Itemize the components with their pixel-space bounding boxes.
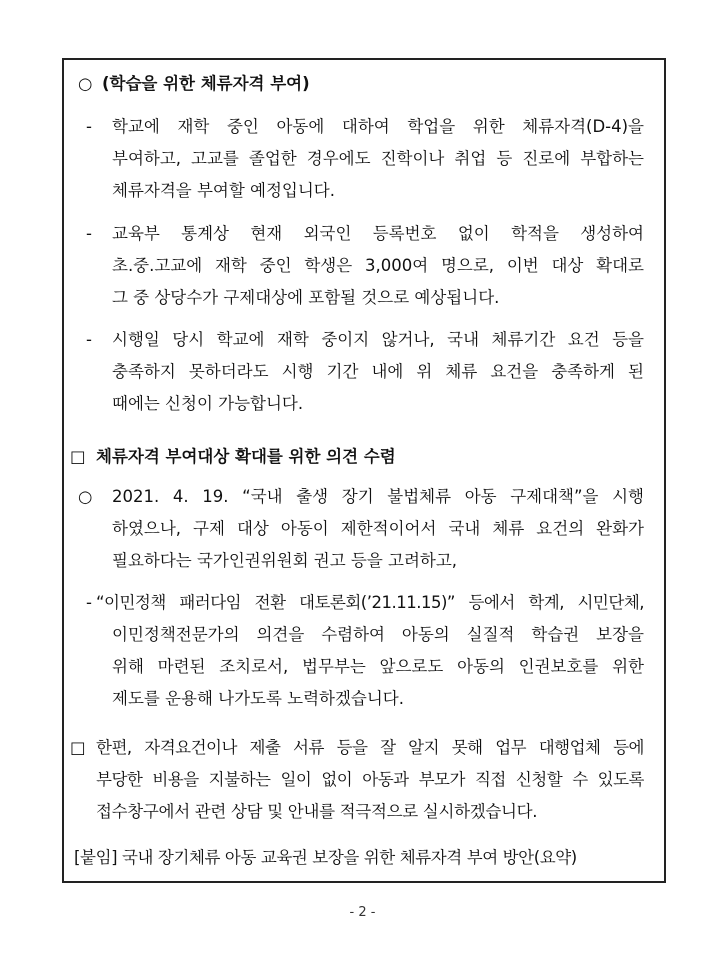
circle-bullet-icon: ○ xyxy=(78,487,93,506)
dash-bullet: - xyxy=(86,330,92,349)
paragraph-line: 시행일 당시 학교에 재학 중이지 않거나, 국내 체류기간 요건 등을 xyxy=(112,330,644,349)
paragraph-line: “이민정책 패러다임 전환 대토론회(’21.11.15)” 등에서 학계, 시민단체, xyxy=(96,593,644,612)
paragraph-line: 체류자격을 부여할 예정입니다. xyxy=(112,181,335,200)
paragraph-line: 필요하다는 국가인권위원회 권고 등을 고려하고, xyxy=(112,551,458,570)
circle-bullet-icon: ○ xyxy=(78,74,93,93)
page-number: - 2 - xyxy=(349,905,376,920)
paragraph-line: 학교에 재학 중인 아동에 대하여 학업을 위한 체류자격(D-4)을 xyxy=(112,117,644,136)
paragraph-line: 위해 마련된 조치로서, 법무부는 앞으로도 아동의 인권보호를 위한 xyxy=(112,657,644,676)
paragraph-line: 하였으나, 구제 대상 아동이 제한적이어서 국내 체류 요건의 완화가 xyxy=(112,519,644,538)
dash-bullet: - xyxy=(86,117,92,136)
paragraph-line: 그 중 상당수가 구제대상에 포함될 것으로 예상됩니다. xyxy=(112,288,500,307)
dash-bullet: - xyxy=(86,593,92,612)
paragraph-line: 때에는 신청이 가능합니다. xyxy=(112,394,304,413)
paragraph-line: 2021. 4. 19. “국내 출생 장기 불법체류 아동 구제대책”을 시행 xyxy=(112,487,644,506)
paragraph-line: 충족하지 못하더라도 시행 기간 내에 위 체류 요건을 충족하게 된 xyxy=(112,362,644,381)
paragraph-line: 부당한 비용을 지불하는 일이 없이 아동과 부모가 직접 신청할 수 있도록 xyxy=(96,770,644,789)
section-heading: 체류자격 부여대상 확대를 위한 의견 수렴 xyxy=(96,447,396,466)
attachment-note: [붙임] 국내 장기체류 아동 교육권 보장을 위한 체류자격 부여 방안(요약) xyxy=(74,848,577,867)
section-heading: (학습을 위한 체류자격 부여) xyxy=(102,74,310,93)
paragraph-line: 이민정책전문가의 의견을 수렴하여 아동의 실질적 학습권 보장을 xyxy=(112,625,644,644)
paragraph-line: 접수창구에서 관련 상담 및 안내를 적극적으로 실시하겠습니다. xyxy=(96,802,538,821)
paragraph-line: 제도를 운용해 나가도록 노력하겠습니다. xyxy=(112,689,404,708)
square-bullet-icon: □ xyxy=(70,447,86,466)
paragraph-line: 한편, 자격요건이나 제출 서류 등을 잘 알지 못해 업무 대행업체 등에 xyxy=(96,738,644,757)
paragraph-line: 부여하고, 고교를 졸업한 경우에도 진학이나 취업 등 진로에 부합하는 xyxy=(112,149,644,168)
square-bullet-icon: □ xyxy=(70,738,86,757)
paragraph-line: 초.중.고교에 재학 중인 학생은 3,000여 명으로, 이번 대상 확대로 xyxy=(112,256,644,275)
paragraph-line: 교육부 통계상 현재 외국인 등록번호 없이 학적을 생성하여 xyxy=(112,224,644,243)
dash-bullet: - xyxy=(86,224,92,243)
